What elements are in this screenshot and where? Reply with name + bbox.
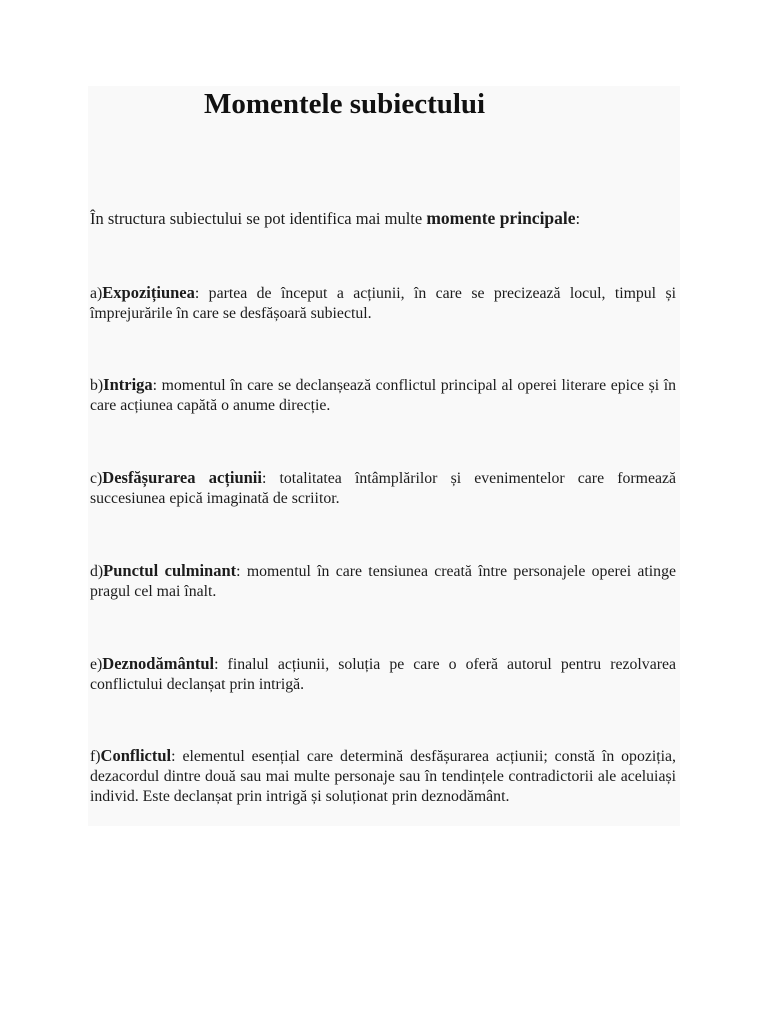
- item-letter: e): [90, 656, 103, 673]
- item-term: Intriga: [103, 375, 153, 394]
- item-letter: f): [90, 748, 101, 765]
- list-item-conflictul: [90, 746, 676, 807]
- list-item-desfasurarea-actiunii: [90, 468, 676, 509]
- list-item-expozitiunea: [90, 283, 676, 324]
- intro-emphasis: momente principale: [426, 208, 576, 228]
- item-term: Conflictul: [100, 746, 172, 765]
- item-definition: : elementul esențial care determină desfășurarea acțiunii; constă în opoziția, dezacordul dintre două sau mai multe personaje sau în tendințele contradictorii ale aceluiași individ. Este declanșat prin intrigă și soluționat prin deznodământ.: [90, 748, 676, 805]
- item-term: Desfășurarea acțiunii: [102, 468, 262, 487]
- item-letter: a): [90, 285, 103, 302]
- intro-text: În structura subiectului se pot identifica mai multe: [90, 209, 427, 228]
- item-letter: b): [90, 377, 104, 394]
- item-definition: : momentul în care tensiunea creată între personajele operei atinge pragul cel mai înalt.: [90, 563, 676, 600]
- list-item-intriga: [90, 375, 676, 416]
- intro-paragraph: [90, 208, 678, 229]
- list-item-punctul-culminant: [90, 561, 676, 602]
- item-definition: : momentul în care se declanșează conflictul principal al operei literare epice și în care acțiunea capătă o anume direcție.: [90, 377, 676, 414]
- item-term: Punctul culminant: [103, 561, 237, 580]
- item-definition: : partea de început a acțiunii, în care se precizează locul, timpul și împrejurările în care se desfășoară subiectul.: [90, 285, 676, 322]
- page-title: Momentele subiectului: [204, 88, 486, 120]
- item-letter: c): [90, 470, 103, 487]
- item-definition: : totalitatea întâmplărilor și evenimentelor care formează succesiunea epică imaginată de scriitor.: [90, 470, 676, 507]
- item-term: Expozițiunea: [102, 283, 195, 302]
- item-term: Deznodământul: [102, 654, 215, 673]
- scanned-text-area: [88, 86, 680, 826]
- intro-suffix: :: [575, 209, 581, 228]
- list-item-deznodamantul: [90, 654, 676, 695]
- item-letter: d): [90, 563, 104, 580]
- item-definition: : finalul acțiunii, soluția pe care o oferă autorul pentru rezolvarea conflictului declanșat prin intrigă.: [90, 656, 676, 693]
